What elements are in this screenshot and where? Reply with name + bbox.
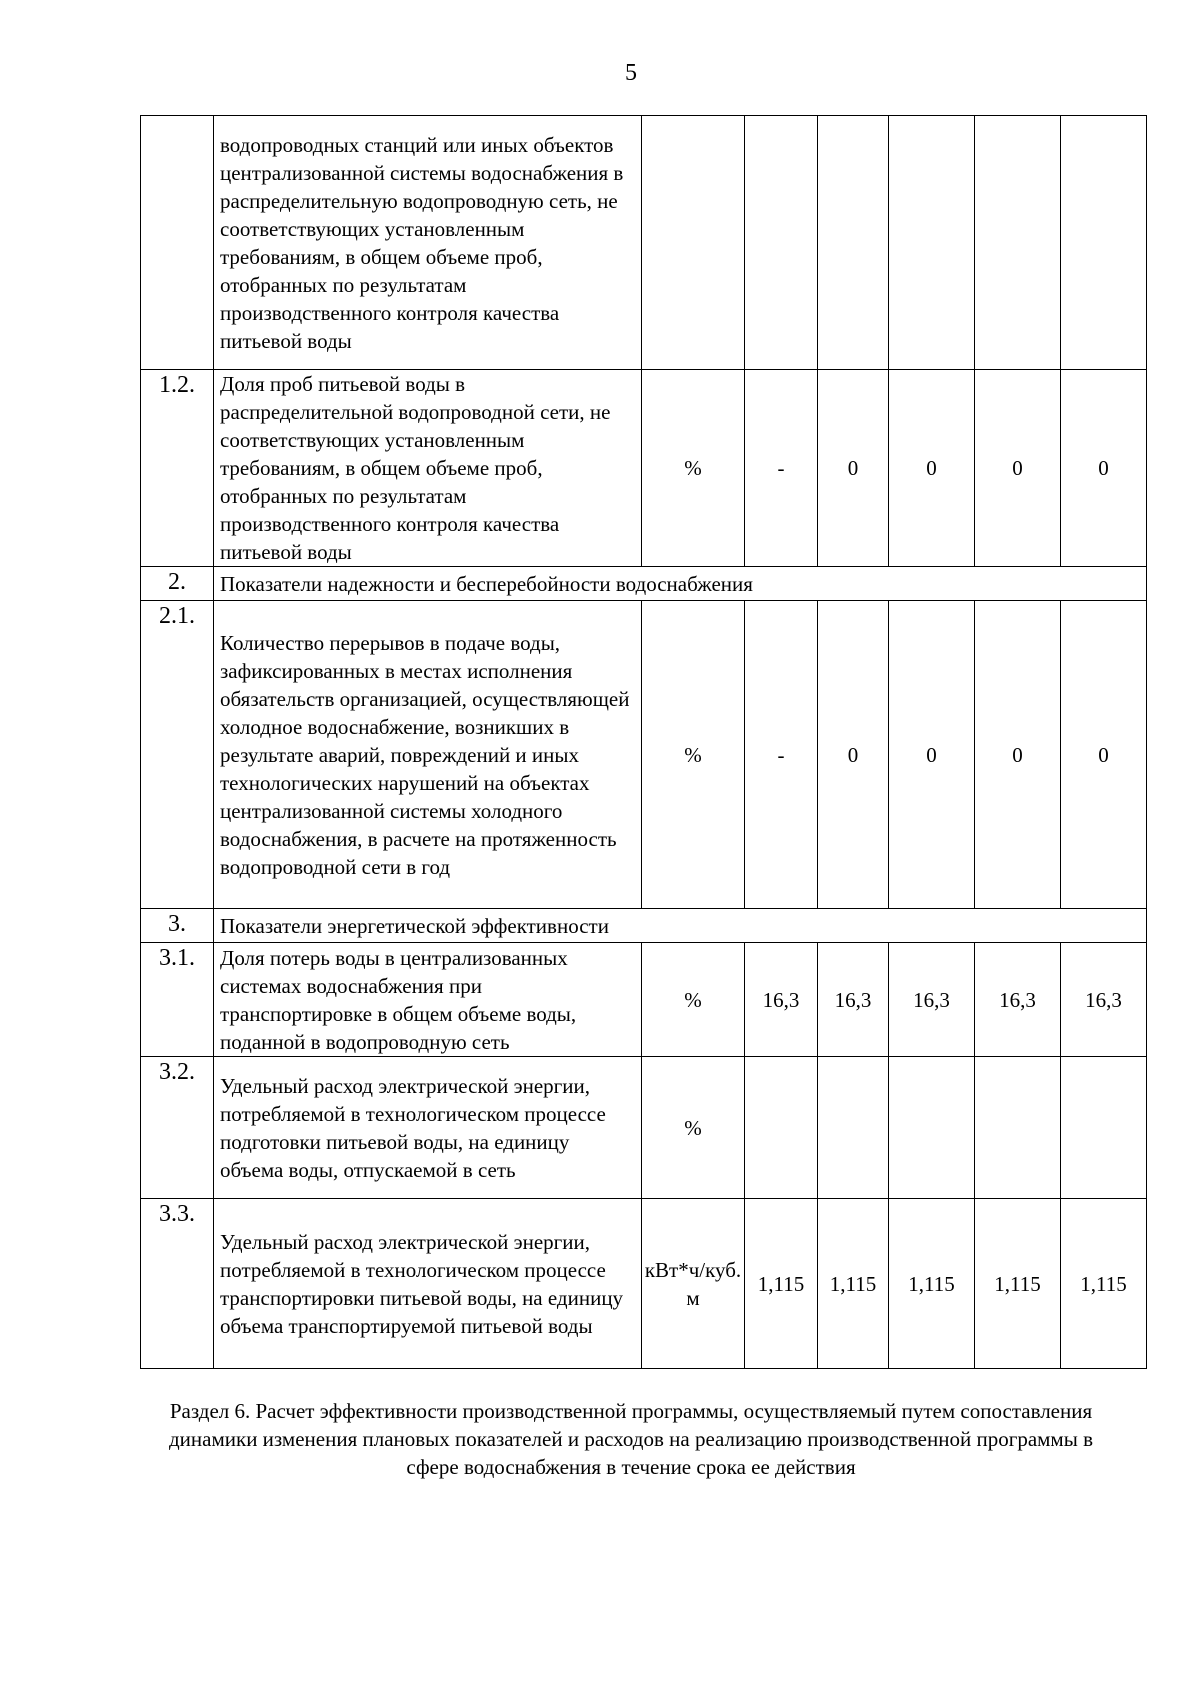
value-cell: [1061, 116, 1147, 370]
value-cell: 1,115: [745, 1199, 818, 1369]
value-cell: -: [745, 370, 818, 567]
value-cell: -: [745, 601, 818, 909]
row-number: 3.3.: [141, 1199, 214, 1369]
value-cell: 0: [975, 601, 1061, 909]
table-row: [141, 370, 1147, 567]
table-row: [141, 1057, 1147, 1199]
indicator-description: Доля потерь воды в централизованных системах водоснабжения при транспортировке в общем объеме воды, поданной в водопроводную сеть: [214, 943, 642, 1057]
section-caption: Раздел 6. Расчет эффективности производственной программы, осуществляемый путем сопоставления динамики изменения плановых показателей и расходов на реализацию производственной программы в сфере водоснабжения в течение срока ее действия: [168, 1399, 1093, 1479]
value-cell: 0: [889, 370, 975, 567]
row-number: 3.2.: [141, 1057, 214, 1199]
value-cell: 16,3: [745, 943, 818, 1057]
value-cell: 1,115: [889, 1199, 975, 1369]
value-cell: [818, 116, 889, 370]
value-cell: [1061, 1057, 1147, 1199]
unit-cell: %: [642, 601, 745, 909]
unit-cell: [642, 116, 745, 370]
value-cell: [975, 116, 1061, 370]
value-cell: 1,115: [1061, 1199, 1147, 1369]
unit-cell: %: [642, 370, 745, 567]
table-row: [141, 943, 1147, 1057]
row-number: 3.1.: [141, 943, 214, 1057]
value-cell: [889, 116, 975, 370]
value-cell: 16,3: [818, 943, 889, 1057]
section-row: [141, 909, 1147, 943]
value-cell: 0: [1061, 601, 1147, 909]
value-cell: 0: [818, 370, 889, 567]
unit-cell: %: [642, 943, 745, 1057]
section-row: [141, 567, 1147, 601]
value-cell: 16,3: [975, 943, 1061, 1057]
unit-cell: кВт*ч/куб. м: [642, 1199, 745, 1369]
indicator-description: Количество перерывов в подаче воды, зафиксированных в местах исполнения обязательств организацией, осуществляющей холодное водоснабжение, возникших в результате аварий, повреждений и иных технологических нарушений на объектах централизованной системы холодного водоснабжения, в расчете на протяженность водопроводной сети в год: [214, 601, 642, 909]
value-cell: 1,115: [975, 1199, 1061, 1369]
section-number: 3.: [141, 909, 214, 943]
value-cell: [745, 116, 818, 370]
unit-cell: %: [642, 1057, 745, 1199]
value-cell: 0: [818, 601, 889, 909]
value-cell: [745, 1057, 818, 1199]
section-number: 2.: [141, 567, 214, 601]
value-cell: 0: [889, 601, 975, 909]
section-title: Показатели энергетической эффективности: [214, 909, 1147, 943]
row-number: [141, 116, 214, 370]
section-title: Показатели надежности и бесперебойности водоснабжения: [214, 567, 1147, 601]
indicator-description: Доля проб питьевой воды в распределительной водопроводной сети, не соответствующих установленным требованиям, в общем объеме проб, отобранных по результатам производственного контроля качества питьевой воды: [214, 370, 642, 567]
value-cell: [818, 1057, 889, 1199]
table-row: [141, 116, 1147, 370]
value-cell: 1,115: [818, 1199, 889, 1369]
row-number: 2.1.: [141, 601, 214, 909]
value-cell: [975, 1057, 1061, 1199]
indicator-description: Удельный расход электрической энергии, потребляемой в технологическом процессе транспортировки питьевой воды, на единицу объема транспортируемой питьевой воды: [214, 1199, 642, 1369]
indicator-description: Удельный расход электрической энергии, потребляемой в технологическом процессе подготовки питьевой воды, на единицу объема воды, отпускаемой в сеть: [214, 1057, 642, 1199]
table-row: [141, 1199, 1147, 1369]
value-cell: 0: [1061, 370, 1147, 567]
value-cell: 16,3: [1061, 943, 1147, 1057]
value-cell: 0: [975, 370, 1061, 567]
value-cell: 16,3: [889, 943, 975, 1057]
indicator-description: водопроводных станций или иных объектов централизованной системы водоснабжения в распределительную водопроводную сеть, не соответствующих установленным требованиям, в общем объеме проб, отобранных по результатам производственного контроля качества питьевой воды: [214, 116, 642, 370]
page-number: 5: [625, 60, 637, 86]
value-cell: [889, 1057, 975, 1199]
table-row: [141, 601, 1147, 909]
row-number: 1.2.: [141, 370, 214, 567]
indicators-table: [140, 115, 1147, 1369]
